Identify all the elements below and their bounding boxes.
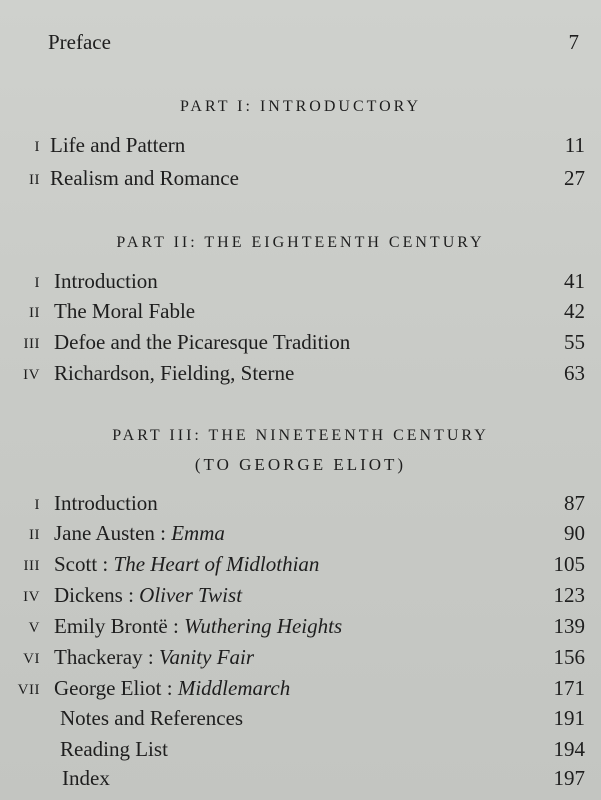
chapter-number: I (34, 139, 40, 155)
part-heading: PART III: THE NINETEENTH CENTURY (112, 427, 489, 444)
work-title: Vanity Fair (158, 645, 255, 669)
toc-entry[interactable] (0, 330, 601, 360)
chapter-number: III (23, 336, 40, 352)
entry-page: 87 (564, 491, 585, 515)
entry-page: 90 (564, 521, 585, 545)
entry-title: Introduction (54, 491, 158, 515)
toc-entry-index[interactable] (0, 766, 601, 796)
chapter-number: V (28, 620, 40, 636)
entry-page: 139 (553, 614, 585, 638)
chapter-number: II (29, 527, 40, 543)
entry-page: 55 (564, 330, 585, 354)
chapter-number: I (34, 275, 40, 291)
entry-title: Richardson, Fielding, Sterne (54, 361, 295, 385)
chapter-number: III (23, 558, 40, 574)
author-name: Emily Brontë : (54, 614, 185, 638)
entry-title (54, 645, 254, 670)
author-name: Scott : (54, 552, 114, 576)
entry-title: Defoe and the Picaresque Tradition (54, 330, 351, 354)
entry-title (54, 521, 225, 546)
entry-page: 11 (564, 133, 585, 157)
toc-entry[interactable] (0, 491, 601, 521)
work-title: Emma (171, 521, 225, 545)
toc-entry[interactable] (0, 299, 601, 329)
part-heading: PART II: THE EIGHTEENTH CENTURY (116, 234, 485, 251)
chapter-number: II (29, 172, 40, 188)
work-title: Wuthering Heights (184, 614, 343, 638)
entry-title: The Moral Fable (54, 299, 196, 323)
entry-title: Life and Pattern (50, 133, 186, 157)
entry-title: Realism and Romance (50, 166, 239, 190)
toc-entry[interactable] (0, 645, 601, 675)
part-heading: PART I: INTRODUCTORY (180, 98, 421, 115)
entry-title (54, 676, 290, 701)
toc-entry[interactable] (0, 676, 601, 706)
toc-entry-notes[interactable] (0, 706, 601, 736)
entry-title (54, 552, 319, 577)
entry-page: 41 (564, 269, 585, 293)
toc-entry[interactable] (0, 583, 601, 613)
toc-entry[interactable] (0, 521, 601, 551)
entry-page: 191 (553, 706, 585, 730)
toc-entry[interactable] (0, 361, 601, 391)
entry-title: Notes and References (60, 706, 244, 730)
chapter-number: II (29, 305, 40, 321)
toc-entry[interactable] (0, 133, 601, 163)
toc-entry[interactable] (0, 269, 601, 299)
work-title: Middlemarch (177, 676, 291, 700)
entry-page: 194 (553, 737, 585, 761)
chapter-number: VII (17, 682, 40, 698)
chapter-number: IV (23, 589, 40, 605)
part-subheading: (TO GEORGE ELIOT) (194, 455, 407, 474)
entry-page: 171 (553, 676, 585, 700)
author-name: George Eliot : (54, 676, 178, 700)
toc-entry[interactable] (0, 166, 601, 196)
entry-page: 27 (564, 166, 585, 190)
entry-title: Reading List (60, 737, 168, 761)
chapter-number: VI (23, 651, 40, 667)
entry-page: 197 (553, 766, 585, 790)
chapter-number: I (34, 497, 40, 513)
toc-entry-preface[interactable] (0, 30, 601, 60)
toc-entry[interactable] (0, 614, 601, 644)
work-title: The Heart of Midlothian (113, 552, 320, 576)
chapter-number: IV (23, 367, 40, 383)
entry-page: 123 (553, 583, 585, 607)
toc-entry[interactable] (0, 552, 601, 582)
entry-page: 7 (568, 30, 579, 54)
toc-entry-reading-list[interactable] (0, 737, 601, 767)
work-title: Oliver Twist (139, 583, 243, 607)
author-name: Jane Austen : (54, 521, 172, 545)
entry-page: 156 (553, 645, 585, 669)
entry-page: 105 (553, 552, 585, 576)
author-name: Thackeray : (54, 645, 159, 669)
entry-title: Introduction (54, 269, 158, 293)
author-name: Dickens : (54, 583, 140, 607)
entry-title (54, 583, 242, 608)
entry-title: Preface (48, 30, 111, 54)
entry-title: Index (62, 766, 110, 790)
entry-page: 63 (564, 361, 585, 385)
entry-title (54, 614, 342, 639)
entry-page: 42 (564, 299, 585, 323)
